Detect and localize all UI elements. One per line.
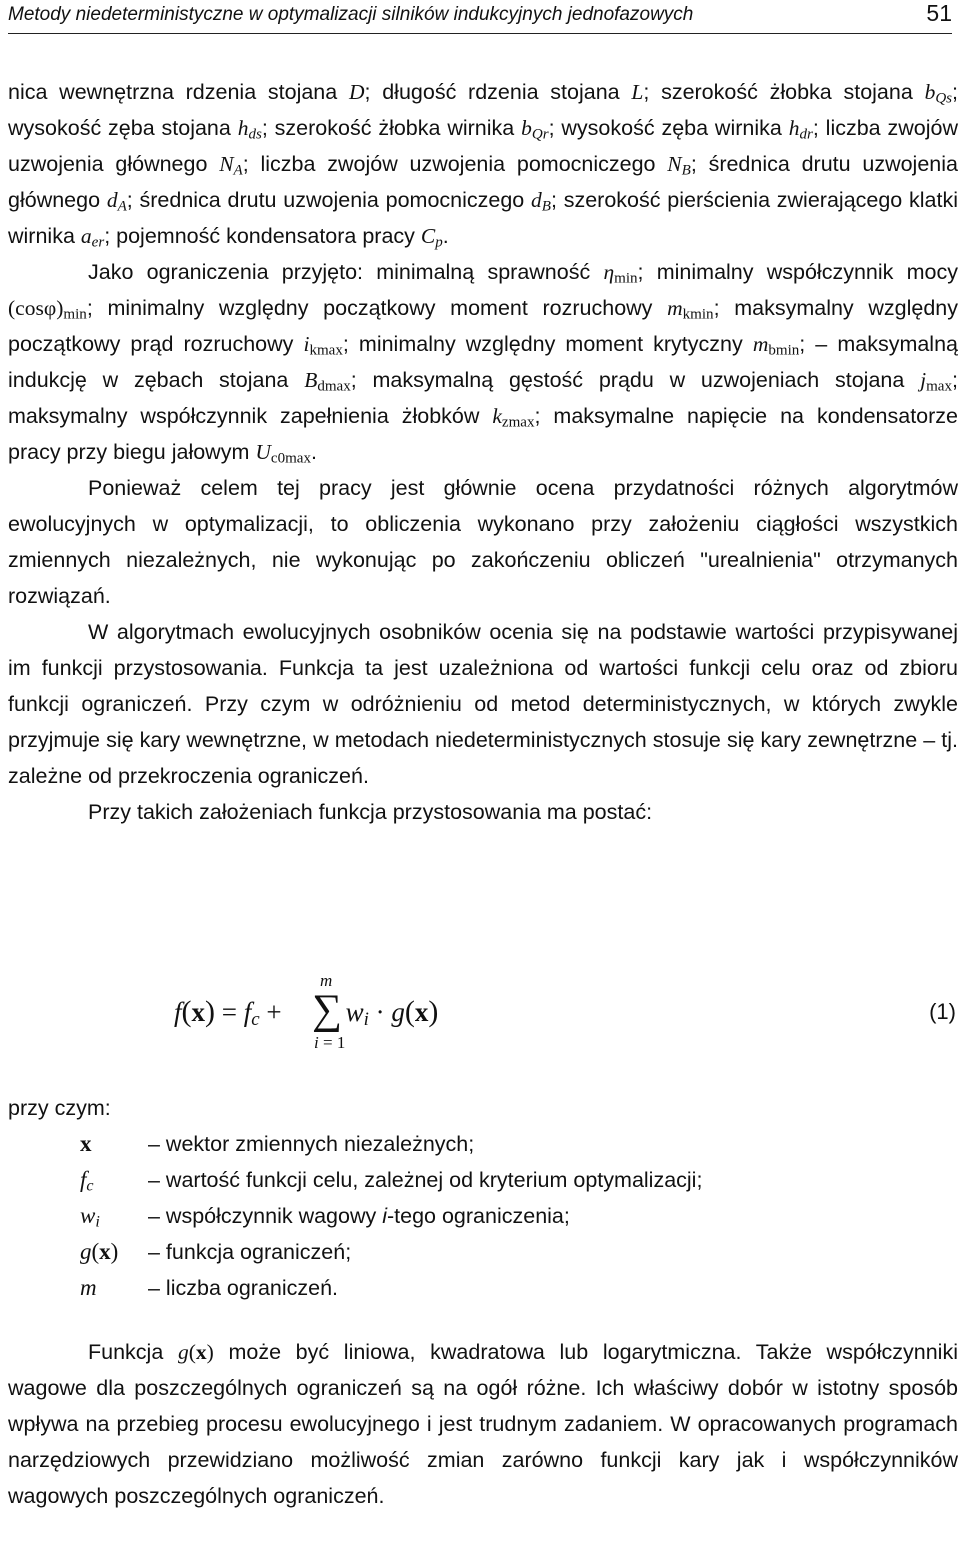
symbol-definition: – liczba ograniczeń.	[148, 1276, 339, 1300]
summation-lower-limit: i = 1	[314, 1033, 346, 1052]
list-item	[80, 1126, 940, 1162]
paragraph-constraints: Jako ograniczenia przyjęto: minimalną sprawność $\eta_{min}$; minimalny współczynnik mocy $(\cos\varphi)_{min}$; minimalny względny początkowy moment rozruchowy $m_{kmin}$; maksymalny względny początkowy prąd rozruchowy $i_{kmax}$; minimalny względny moment krytyczny $m_{bmin}$; – maksymalną indukcję w zębach stojana $B_{dmax}$; maksymalną gęstość prądu w uzwojeniach stojana $j_{max}$; maksymalny współczynnik zapełnienia żłobków $k_{zmax}$; maksymalne napięcie na kondensatorze pracy przy biegu jałowym $U_{c0max}$.	[8, 260, 958, 467]
running-title: Metody niedeterministyczne w optymalizacji silników indukcyjnych jednofazowych	[8, 4, 694, 25]
body-text	[8, 74, 958, 830]
page-header	[8, 0, 952, 34]
symbol-definition: – współczynnik wagowy i-tego ograniczenia;	[148, 1204, 570, 1228]
symbol-definition: – wartość funkcji celu, zależnej od kryterium optymalizacji;	[148, 1168, 703, 1192]
symbol: x	[80, 1131, 92, 1156]
equation-number: (1)	[929, 999, 956, 1024]
summation-upper-limit: m	[320, 971, 333, 990]
symbol: m	[80, 1275, 97, 1300]
equation-1	[0, 967, 960, 1067]
symbol-definition: – wektor zmiennych niezależnych;	[148, 1132, 475, 1156]
paragraph-variables: nica wewnętrzna rdzenia stojana D; długość rdzenia stojana L; szerokość żłobka stojana $b_{Qs}$; wysokość zęba stojana $h_{ds}$; szerokość żłobka wirnika $b_{Qr}$; wysokość zęba wirnika $h_{dr}$; liczba zwojów uzwojenia głównego $N_A$; liczba zwojów uzwojenia pomocniczego $N_B$; średnica drutu uzwojenia głównego $d_A$; średnica drutu uzwojenia pomocniczego $d_B$; szerokość pierścienia zwierającego klatki wirnika $a_{er}$; pojemność kondensatora pracy $C_p$.	[8, 80, 959, 251]
symbol-definition: – funkcja ograniczeń;	[148, 1240, 352, 1264]
list-item	[80, 1234, 940, 1270]
paragraph-intro-equation: Przy takich założeniach funkcja przystosowania ma postać:	[88, 800, 653, 824]
paragraph-weights: Funkcja g(x) może być liniowa, kwadratowa lub logarytmiczna. Także współczynniki wagowe dla poszczególnych ograniczeń są na ogół różne. Ich właściwy dobór w istotny sposób wpływa na przebieg procesu ewolucyjnego i jest trudnym zadaniem. W opracowanych programach narzędziowych przewidziano możliwość zmian zarówno funkcji kary jak i współczynników wagowych poszczególnych ograniczeń.	[8, 1340, 958, 1508]
paragraph-assumptions: Ponieważ celem tej pracy jest głównie ocena przydatności różnych algorytmów ewolucyjnych w optymalizacji, to obliczenia wykonano przy założeniu ciągłości wszystkich zmiennych niezależnych, nie wykonując po zakończeniu obliczeń "urealnienia" otrzymanych rozwiązań.	[8, 476, 958, 608]
symbol: $w_i$	[80, 1203, 100, 1231]
symbol: $f_c$	[80, 1167, 94, 1195]
list-item	[80, 1162, 940, 1198]
summation-sign: ∑	[312, 987, 342, 1033]
symbol: g(x)	[80, 1239, 119, 1264]
equation-formula: $f(x) = f_c + w_i \cdot g(x)$	[174, 995, 439, 1031]
symbol-list	[80, 1126, 940, 1306]
paragraph-fitness: W algorytmach ewolucyjnych osobników ocenia się na podstawie wartości przypisywanej im funkcji przystosowania. Funkcja ta jest uzależniona od wartości funkcji celu oraz od zbioru funkcji ograniczeń. Przy czym w odróżnieniu od metod deterministycznych, w których zwykle przyjmuje się kary wewnętrzne, w metodach niedeterministycznych stosuje się kary zewnętrzne – tj. zależne od przekroczenia ograniczeń.	[8, 620, 958, 788]
list-item	[80, 1270, 940, 1306]
where-label: przy czym:	[8, 1096, 111, 1120]
page-number: 51	[926, 0, 952, 26]
list-item	[80, 1198, 940, 1234]
